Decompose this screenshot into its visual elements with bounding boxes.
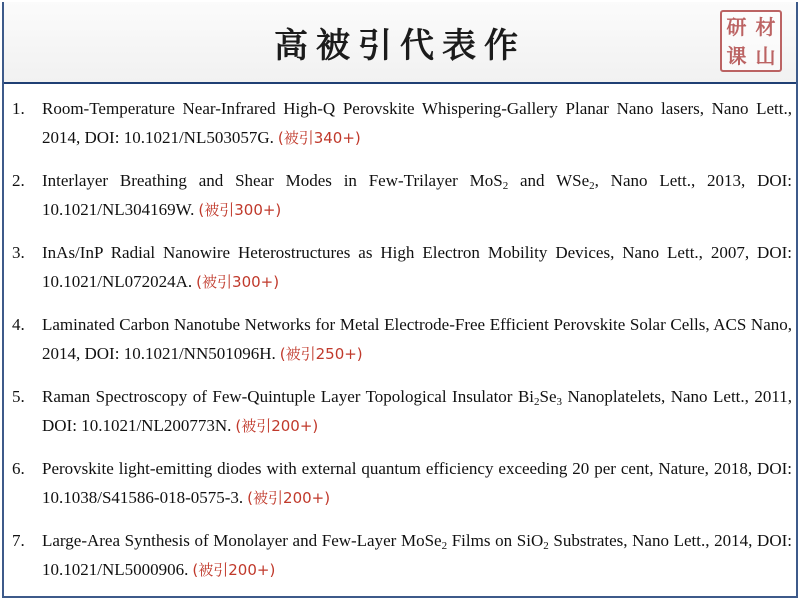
paper-number: 4. — [12, 315, 25, 334]
seal-char: 研 — [726, 14, 747, 39]
paper-item — [12, 454, 792, 513]
paper-number: 3. — [12, 243, 25, 262]
paper-text — [42, 238, 792, 297]
paper-text — [42, 526, 792, 585]
paper-item — [12, 238, 792, 297]
seal-char: 材 — [755, 14, 776, 39]
paper-number: 7. — [12, 531, 25, 550]
paper-reference-part: Films on SiO — [447, 531, 544, 550]
paper-number: 5. — [12, 387, 25, 406]
subscript: 2 — [534, 396, 540, 408]
slide — [2, 2, 798, 598]
page-title: 高被引代表作 — [274, 26, 526, 66]
citation-count: (被引250+) — [279, 345, 363, 363]
paper-reference-part: and WSe — [508, 171, 590, 190]
paper-item — [12, 166, 792, 225]
paper-reference-part: Raman Spectroscopy of Few-Quintuple Layer Topological Insulator Bi — [42, 387, 535, 406]
paper-list — [12, 94, 792, 598]
subscript: 3 — [556, 396, 563, 408]
paper-reference-part: Interlayer Breathing and Shear Modes in Few-Trilayer MoS — [42, 171, 503, 190]
paper-text — [42, 382, 792, 441]
paper-reference: Perovskite light-emitting diodes with external quantum efficiency exceeding 20 per cent, Nature, 2018, DOI: 10.1038/S41586-018-0575-3. — [42, 459, 792, 507]
citation-count: (被引340+) — [277, 129, 361, 147]
seal-char: 山 — [755, 43, 776, 68]
paper-reference-part: Large-Area Synthesis of Monolayer and Few-Layer MoSe — [42, 531, 442, 550]
paper-text — [42, 454, 792, 513]
paper-reference-part: Substrates, Nano Lett., 2014, DOI: 10.1021/NL5000906. — [42, 531, 792, 579]
citation-count: (被引300+) — [198, 201, 282, 219]
paper-reference: Laminated Carbon Nanotube Networks for Metal Electrode-Free Efficient Perovskite Solar Cells, ACS Nano, 2014, DOI: 10.1021/NN501096H. — [42, 315, 792, 363]
paper-reference: Room-Temperature Near-Infrared High-Q Perovskite Whispering-Gallery Planar Nano lasers, Nano Lett., 2014, DOI: 10.1021/NL503057G. — [42, 99, 792, 147]
paper-text — [42, 310, 792, 369]
title-band — [4, 2, 796, 84]
seal-char: 课 — [726, 43, 747, 68]
paper-item — [12, 310, 792, 369]
citation-count: (被引300+) — [196, 273, 280, 291]
seal-stamp-icon — [720, 10, 782, 72]
paper-number: 2. — [12, 171, 25, 190]
citation-count: (被引200+) — [247, 489, 331, 507]
citation-count: (被引200+) — [235, 417, 319, 435]
subscript: 2 — [502, 180, 509, 192]
paper-reference-part: Se — [539, 387, 557, 406]
subscript: 2 — [589, 180, 595, 192]
subscript: 2 — [441, 540, 448, 552]
paper-item — [12, 526, 792, 585]
paper-number: 6. — [12, 459, 25, 478]
paper-text — [42, 94, 792, 153]
paper-reference-part: Nanoplatelets, Nano Lett., 2011, DOI: 10.1021/NL200773N. — [42, 387, 792, 435]
paper-item — [12, 94, 792, 153]
paper-text — [42, 166, 792, 225]
paper-number: 1. — [12, 99, 25, 118]
citation-count: (被引200+) — [192, 561, 276, 579]
subscript: 2 — [543, 540, 549, 552]
paper-reference: InAs/InP Radial Nanowire Heterostructures as High Electron Mobility Devices, Nano Lett., 2007, DOI: 10.1021/NL072024A. — [42, 243, 792, 291]
paper-item — [12, 382, 792, 441]
paper-reference-part: , Nano Lett., 2013, DOI: 10.1021/NL304169W. — [42, 171, 793, 219]
